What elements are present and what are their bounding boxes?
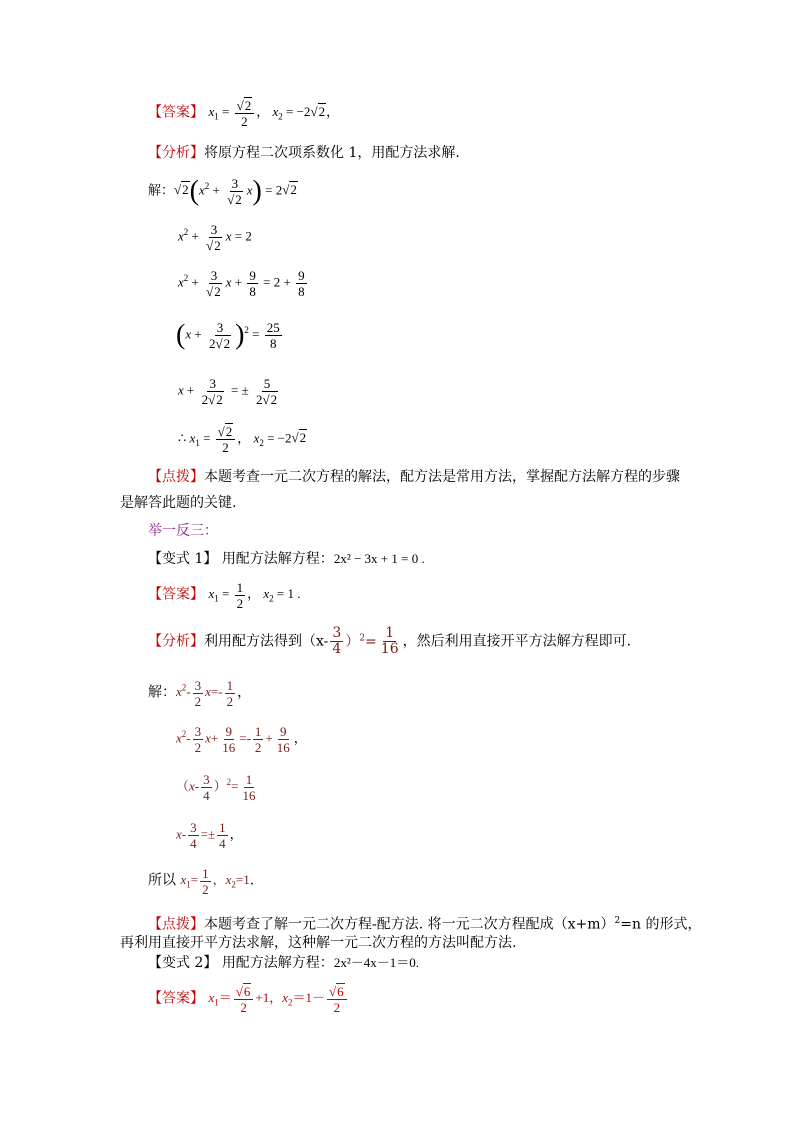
- variant1-hint-text-2: 再利用直接开平方法求解，这种解一元二次方程的方法叫配方法.: [120, 935, 517, 951]
- variant1-analysis: 【分析】利用配方法得到（x- $\frac{3}{4}$ ）$^2$= $\frac{1}{16}$ ，然后利用直接开平方法解方程即可.: [148, 625, 632, 657]
- hint-text-1: 本题考查一元二次方程的解法，配方法是常用方法，掌握配方法解方程的步骤: [204, 469, 680, 485]
- variant1-analysis-pre: 利用配方法得到（x-: [204, 633, 329, 650]
- variant1-hint-post: =n 的形式，: [620, 916, 702, 933]
- variant2-line: [148, 954, 419, 972]
- solution-line-1: 解：$√2(x^2$ + $\frac{3}{√2}$ x) = 2√2: [148, 175, 297, 207]
- analysis-tag: 【分析】: [148, 145, 204, 161]
- variant1-solution-1: 解：$x^2-$ $\frac{3}{2}$ x=- $\frac{1}{2}$ ，: [148, 678, 252, 709]
- hint-line-1: [148, 468, 680, 486]
- solution-result: ∴ $x_1$ = $\frac{√2}{2}$ ， $x_2 = -2√2$: [178, 424, 307, 455]
- variant2-answer: [148, 984, 349, 1015]
- variant1-tag: 【变式 1】: [148, 551, 218, 567]
- variant1-answer: [148, 580, 300, 611]
- variant1-solution-2: $x^2-$ $\frac{3}{2}$ x+ $\frac{9}{16}$ =- $\frac{1}{2}$ + $\frac{9}{16}$ ，: [176, 724, 307, 755]
- variant1-solution-label: 解：: [148, 684, 176, 701]
- solution-step-3: $x^2$ + $\frac{3}{√2}$ x + $\frac{9}{8}$ = 2 + $\frac{9}{8}$: [178, 268, 305, 299]
- answer-tag: 【答案】: [148, 104, 204, 121]
- variant1-result: 所以 $x_1=$ $\frac{1}{2}$ ，$x_2=1$.: [148, 866, 255, 897]
- so-label: 所以: [148, 872, 176, 889]
- analysis-text: 将原方程二次项系数化 1，用配方法求解.: [204, 145, 460, 161]
- variant2-equation: 2x²－4x－1＝0.: [333, 955, 419, 970]
- variant1-hint-2: [120, 934, 516, 952]
- variant2-prompt: 用配方法解方程：: [221, 955, 334, 971]
- solution-label: 解：: [148, 182, 175, 198]
- variant1-solution-3: （x- $\frac{3}{4}$ ）$^2$= $\frac{1}{16}$: [176, 772, 256, 803]
- therefore-symbol: ∴: [178, 430, 187, 446]
- variant1-line: [148, 550, 425, 568]
- solution-step-4: (x + $\frac{3}{2√2}$ )$^2$ = $\frac{25}{8}$: [176, 319, 280, 351]
- variant2-answer-tag: 【答案】: [148, 990, 204, 1007]
- hint-text-2: 是解答此题的关键.: [120, 495, 237, 511]
- analysis-line-1: [148, 144, 460, 162]
- variant1-hint-1: 【点拨】本题考查了解一元二次方程-配方法. 将一元二次方程配成$(x+m)^2=n$ 的形式，: [148, 916, 702, 933]
- variant1-solution-4: x- $\frac{3}{4}$ =± $\frac{1}{4}$ ，: [176, 820, 243, 851]
- hint-tag: 【点拨】: [148, 469, 204, 485]
- hint-line-2: [120, 494, 236, 512]
- answer-math: $x_1$ = $\frac{√2}{2}$ ， $x_2 = -2√2$，: [208, 98, 340, 129]
- variant1-answer-tag: 【答案】: [148, 586, 204, 603]
- variant1-prompt: 用配方法解方程：: [221, 551, 334, 567]
- variant1-equation: 2x² − 3x + 1 = 0 .: [333, 551, 425, 566]
- variant1-analysis-post: ，然后利用直接开平方法解方程即可.: [402, 633, 632, 650]
- variant1-analysis-tag: 【分析】: [148, 633, 204, 650]
- variant2-tag: 【变式 2】: [148, 955, 218, 971]
- solution-step-5: x + $\frac{3}{2√2}$ = ± $\frac{5}{2√2}$: [178, 376, 278, 407]
- answer-line-1: [148, 98, 339, 129]
- variant1-hint-pre: 本题考查了解一元二次方程-配方法. 将一元二次方程配成（x+m）: [204, 916, 615, 933]
- variant1-answer-math: $x_1$ = $\frac{1}{2}$ ， $x_2 = 1$ .: [208, 580, 301, 611]
- variant2-answer-math: $x_1=$ $\frac{√6}{2}$ +1，$x_2=1-$ $\frac{√6}{2}$: [208, 990, 348, 1005]
- variant1-hint-tag: 【点拨】: [148, 916, 204, 933]
- solution-step-2: $x^2$ + $\frac{3}{√2}$ x = 2: [178, 222, 252, 253]
- practice-heading: 举一反三：: [148, 523, 218, 539]
